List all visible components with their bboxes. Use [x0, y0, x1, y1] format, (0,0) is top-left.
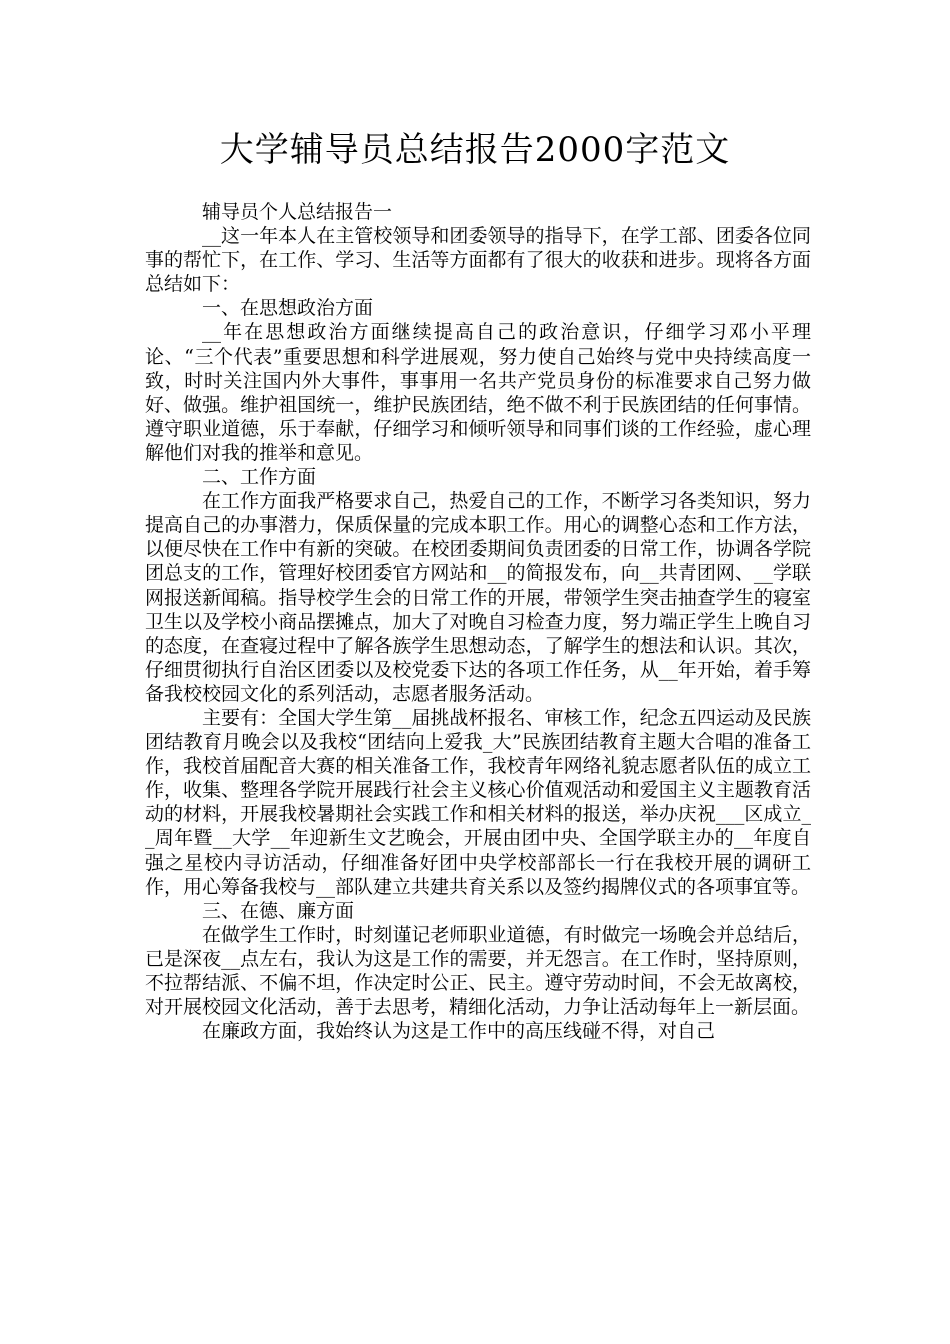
paragraph-intro: __这一年本人在主管校领导和团委领导的指导下，在学工部、团委各位同事的帮忙下，在工作、学习、生活等方面都有了很大的收获和进步。现将各方面总结如下： [145, 225, 811, 296]
paragraph-heading-ethics: 三、在德、廉方面 [202, 899, 355, 922]
paragraph-heading-politics: 一、在思想政治方面 [202, 297, 374, 320]
paragraph-politics: __年在思想政治方面继续提高自己的政治意识，仔细学习邓小平理论、“三个代表”重要思想和科学进展观，努力使自己始终与党中央持续高度一致，时时关注国内外大事件，事事用一名共产党员身份的标准要求自己努力做好、做强。维护祖国统一，维护民族团结，绝不做不利于民族团结的任何事情。遵守职业道德，乐于奉献，仔细学习和倾听领导和同事们谈的工作经验，虚心理解他们对我的推举和意见。 [145, 321, 811, 464]
paragraph-main-tasks: 主要有：全国大学生第__届挑战杯报名、审核工作，纪念五四运动及民族团结教育月晚会以及我校“团结向上爱我_大”民族团结教育主题大合唱的准备工作，我校首届配音大赛的相关准备工作，我校青年网络礼貌志愿者队伍的成立工作，收集、整理各学院开展践行社会主义核心价值观活动和爱国主义主题教育活动的材料，开展我校暑期社会实践工作和相关材料的报送，举办庆祝___区成立__周年暨__大学__年迎新生文艺晚会，开展由团中央、全国学联主办的__年度自强之星校内寻访活动，仔细准备好团中央学校部部长一行在我校开展的调研工作，用心筹备我校与__部队建立共建共育关系以及签约揭牌仪式的各项事宜等。 [145, 706, 811, 898]
paragraph-ethics: 在做学生工作时，时刻谨记老师职业道德，有时做完一场晚会并总结后，已是深夜__点左右，我认为这是工作的需要，并无怨言。在工作时，坚持原则，不拉帮结派、不偏不坦，作决定时公正、民主。遵守劳动时间，不会无故离校，对开展校园文化活动，善于去思考，精细化活动，力争让活动每年上一新层面。 [145, 923, 811, 1019]
paragraph-heading-report-one: 辅导员个人总结报告一 [202, 201, 393, 223]
document-title: 大学辅导员总结报告2000字范文 [219, 130, 731, 170]
paragraph-work: 在工作方面我严格要求自己，热爱自己的工作，不断学习各类知识，努力提高自己的办事潜力，保质保量的完成本职工作。用心的调整心态和工作方法，以便尽快在工作中有新的突破。在校团委期间负责团委的日常工作，协调各学院团总支的工作，管理好校团委官方网站和__的简报发布，向__共青团网、__学联网报送新闻稿。指导校学生会的日常工作的开展，带领学生突击抽查学生的寝室卫生以及学校小商品摆摊点，加大了对晚自习检查力度，努力端正学生上晚自习的态度，在查寝过程中了解各族学生思想动态，了解学生的想法和认识。其次，仔细贯彻执行自治区团委以及校党委下达的各项工作任务，从__年开始，着手筹备我校校园文化的系列活动，志愿者服务活动。 [145, 490, 811, 705]
paragraph-heading-work: 二、工作方面 [202, 466, 317, 489]
document-body [145, 200, 811, 1043]
paragraph-integrity: 在廉政方面，我始终认为这是工作中的高压线碰不得，对自己 [202, 1020, 716, 1043]
